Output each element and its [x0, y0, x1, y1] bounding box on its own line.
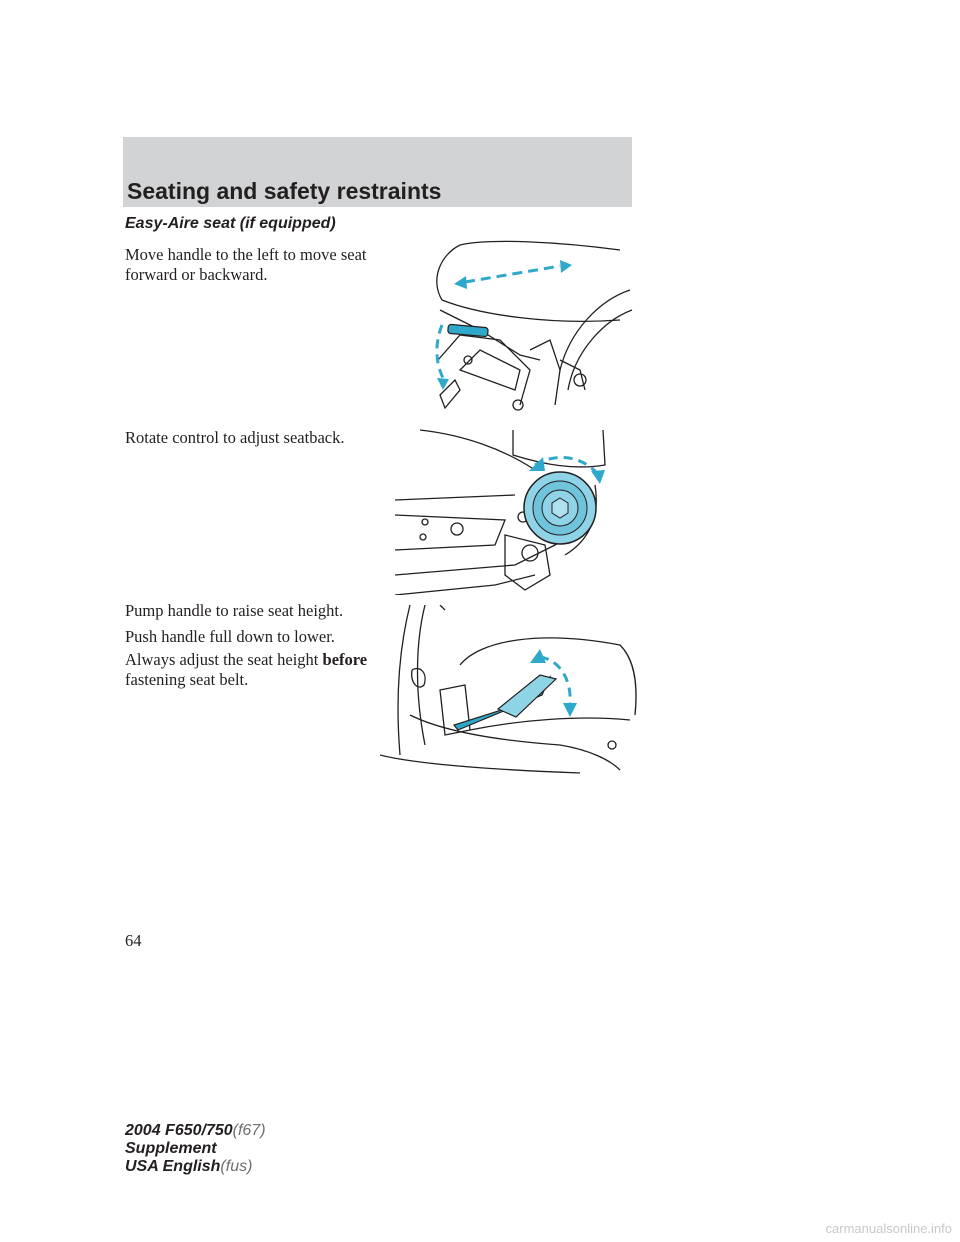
step-adjust-pre: Always adjust the seat height — [125, 650, 323, 669]
footer-doc: Supplement — [125, 1140, 217, 1157]
footer-model-line — [125, 1122, 266, 1140]
seat-height-handle-illustration — [380, 605, 640, 775]
footer-lang-code: (fus) — [220, 1158, 253, 1175]
watermark: carmanualsonline.info — [825, 1221, 952, 1236]
footer-model-code: (f67) — [232, 1122, 266, 1139]
step-adjust-post: fastening seat belt. — [125, 670, 249, 689]
step-adjust-emphasis: before — [322, 650, 368, 669]
step-raise-height-text: Pump handle to raise seat height. — [125, 601, 344, 620]
footer-lang: USA English — [125, 1158, 221, 1175]
page-number: 64 — [125, 931, 142, 950]
seatback-knob-illustration — [395, 425, 615, 595]
step-seatback-text: Rotate control to adjust seatback. — [125, 428, 345, 447]
seat-fore-aft-illustration — [420, 240, 635, 415]
footer — [125, 1122, 266, 1176]
step-adjust-before-text — [125, 650, 395, 690]
page-title: Seating and safety restraints — [127, 178, 442, 204]
footer-model: 2004 F650/750 — [125, 1122, 233, 1139]
footer-lang-line — [125, 1158, 266, 1176]
section-heading: Easy-Aire seat (if equipped) — [125, 215, 336, 232]
step-move-seat-text: Move handle to the left to move seat forward or backward. — [125, 245, 367, 284]
step-lower-height-text: Push handle full down to lower. — [125, 627, 335, 646]
